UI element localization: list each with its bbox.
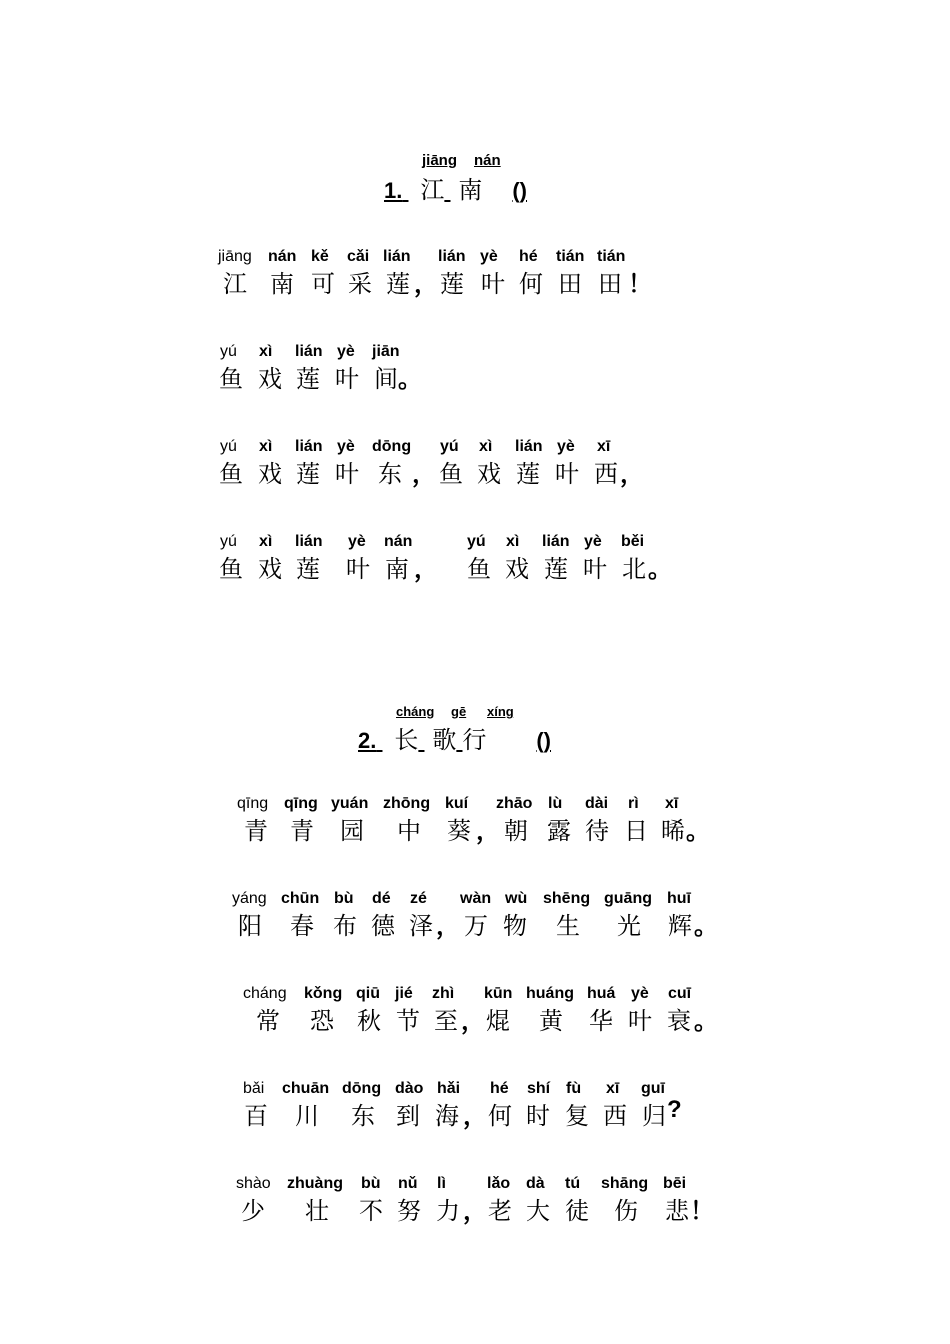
punct: 。 [694,913,718,940]
title-pinyin: xíng [487,704,514,719]
pinyin: chūn [281,890,320,907]
title-char: 歌 [432,726,457,754]
pinyin: xī [665,795,679,812]
char: 衰 [667,1007,691,1035]
pinyin: lián [438,248,466,265]
title-pinyin: jiāng [422,152,458,169]
poem-number: 1. [384,178,403,203]
punct: 。 [694,1008,718,1035]
pinyin: jié [395,985,413,1002]
pinyin: lián [515,438,543,455]
char: 采 [348,270,372,298]
pinyin: yuán [331,795,369,812]
char: 物 [503,912,527,940]
char: 露 [547,817,571,845]
pinyin: yè [348,533,366,550]
poem2-title [358,704,608,754]
char: 阳 [238,912,262,940]
char: 园 [340,817,364,845]
pinyin: lián [295,438,323,455]
punct: ， [412,461,436,488]
char: 待 [585,817,609,845]
pinyin: rì [628,795,639,812]
char: 朝 [504,817,528,845]
pinyin: yè [557,438,575,455]
pinyin: yè [337,343,355,360]
char: 复 [565,1102,589,1130]
pinyin: qīng [237,795,269,812]
punct: ！ [628,271,652,298]
pinyin: qīng [284,795,318,812]
pinyin: shēng [543,890,591,907]
punct: ， [620,461,644,488]
char: 春 [290,912,314,940]
char: 鱼 [219,460,243,488]
pinyin: cǎi [347,248,370,265]
pinyin: kě [311,248,329,265]
char: 叶 [346,555,370,583]
pinyin: lián [295,343,323,360]
char: 南 [270,270,294,298]
pinyin: xì [259,438,273,455]
title-blank: () [512,178,528,203]
pinyin: guī [641,1080,665,1097]
char: 生 [556,912,580,940]
pinyin: jiāng [218,248,252,265]
char: 至 [434,1007,458,1035]
pinyin: xì [259,533,273,550]
char: 万 [464,912,488,940]
pinyin: dé [372,890,391,907]
char: 戏 [258,365,282,393]
char: 少 [241,1197,265,1225]
char: 田 [598,270,622,298]
title-char: 长 [394,726,419,754]
title-pinyin: gē [451,704,467,719]
char: 叶 [583,555,607,583]
char: 鱼 [467,555,491,583]
punct: ， [461,1008,485,1035]
char: 川 [295,1102,319,1130]
title-char: 江 [420,176,445,204]
char: 常 [256,1007,280,1035]
pinyin: hé [519,248,538,265]
char: 归 [642,1102,666,1130]
char: 鱼 [439,460,463,488]
char: 莲 [440,270,464,298]
pinyin: hé [490,1080,509,1097]
pinyin: dào [395,1080,424,1097]
char: 莲 [516,460,540,488]
poem-number: 2. [358,728,377,753]
pinyin: dōng [342,1080,382,1097]
pinyin: yú [220,533,237,550]
pinyin: qiū [356,985,380,1002]
char: 泽 [409,912,433,940]
char: 秋 [357,1007,381,1035]
pinyin: guāng [604,890,652,907]
pinyin: yè [584,533,602,550]
punct: ， [463,1198,487,1225]
char: 伤 [614,1197,638,1225]
char: 叶 [335,460,359,488]
pinyin: cuī [668,985,692,1002]
pinyin: wàn [460,890,492,907]
pinyin: bù [361,1175,381,1192]
pinyin: yú [220,438,237,455]
title-char: 行 [462,726,487,754]
pinyin: jiān [372,343,400,360]
pinyin: zhuàng [287,1175,343,1192]
pinyin: xì [259,343,273,360]
char: 青 [244,817,268,845]
pinyin: xī [606,1080,620,1097]
pinyin: chuān [282,1080,330,1097]
char: 光 [617,912,641,940]
pinyin: bēi [663,1175,687,1192]
char: 莲 [296,555,320,583]
char: 东 [378,460,402,488]
char: 不 [359,1197,383,1225]
punct: ， [414,556,438,583]
pinyin: běi [621,533,645,550]
char: 老 [488,1197,512,1225]
char: 壮 [305,1197,329,1225]
char: 戏 [258,555,282,583]
pinyin: tián [556,248,585,265]
punct: ， [414,271,438,298]
char: 德 [371,912,395,940]
pinyin: hǎi [437,1080,461,1097]
char: 戏 [477,460,501,488]
pinyin: zhì [432,985,455,1002]
char: 南 [385,555,409,583]
pinyin: bǎi [243,1080,265,1097]
char: 可 [311,270,335,298]
pinyin: yè [631,985,649,1002]
char: 莲 [386,270,410,298]
pinyin: fù [566,1080,582,1097]
pinyin: xì [479,438,493,455]
punct: ！ [690,1198,714,1225]
punct: 。 [398,366,422,393]
pinyin: nǔ [398,1175,418,1192]
char: 叶 [481,270,505,298]
pinyin: nán [384,533,413,550]
char: 鱼 [219,365,243,393]
pinyin: zhāo [496,795,533,812]
pinyin: lù [548,795,563,812]
pinyin: huá [587,985,616,1002]
pinyin: shāng [601,1175,649,1192]
pinyin: dà [526,1175,545,1192]
pinyin: lián [383,248,411,265]
char: 黄 [539,1007,563,1035]
char: 叶 [555,460,579,488]
pinyin: lǎo [487,1175,511,1192]
char: 戏 [505,555,529,583]
char: 布 [333,912,357,940]
char: 徒 [565,1197,589,1225]
pinyin: shí [527,1080,551,1097]
punct: 。 [686,818,710,845]
char: 到 [396,1102,420,1130]
char: 大 [526,1197,550,1225]
char: 叶 [628,1007,652,1035]
pinyin: lián [542,533,570,550]
char: 西 [603,1102,627,1130]
char: 力 [436,1197,460,1225]
char: 莲 [296,460,320,488]
pinyin: yú [467,533,486,550]
char: 海 [435,1102,459,1130]
char: 北 [622,555,646,583]
char: 努 [397,1197,421,1225]
char: 青 [290,817,314,845]
char: 何 [519,270,543,298]
pinyin: huī [667,890,691,907]
title-char: 南 [458,176,483,204]
pinyin: xī [597,438,611,455]
pinyin: yè [337,438,355,455]
pinyin: nán [268,248,297,265]
pinyin: zé [410,890,427,907]
char: 何 [488,1102,512,1130]
char: 焜 [486,1007,510,1035]
punct: ? [667,1096,682,1123]
char: 恐 [310,1007,334,1035]
punct: ， [436,913,460,940]
pinyin: huáng [526,985,574,1002]
char: 叶 [335,365,359,393]
poem1-title [384,152,584,202]
char: 鱼 [219,555,243,583]
pinyin: zhōng [383,795,431,812]
pinyin: lián [295,533,323,550]
char: 戏 [258,460,282,488]
char: 西 [594,460,618,488]
char: 日 [624,817,648,845]
char: 江 [223,270,247,298]
char: 东 [351,1102,375,1130]
char: 悲 [665,1197,689,1225]
pinyin: shào [236,1175,271,1192]
pinyin: yú [440,438,459,455]
punct: ， [476,818,500,845]
pinyin: dài [585,795,609,812]
punct: ， [463,1103,487,1130]
char: 莲 [296,365,320,393]
char: 中 [397,817,421,845]
pinyin: lì [437,1175,446,1192]
char: 辉 [668,912,692,940]
title-pinyin: nán [474,152,501,169]
title-pinyin: cháng [396,704,435,719]
char: 葵 [447,817,471,845]
punct: 。 [648,556,672,583]
pinyin: yáng [232,890,267,907]
pinyin: kǒng [304,985,343,1002]
pinyin: yè [480,248,498,265]
pinyin: bù [334,890,354,907]
char: 华 [589,1007,613,1035]
title-blank: () [536,728,552,753]
char: 莲 [544,555,568,583]
pinyin: kuí [445,795,469,812]
pinyin: dōng [372,438,412,455]
pinyin: yú [220,343,237,360]
char: 百 [244,1102,268,1130]
char: 间 [374,365,398,393]
pinyin: wù [505,890,528,907]
pinyin: tián [597,248,626,265]
pinyin: xì [506,533,520,550]
pinyin: tú [565,1175,581,1192]
pinyin: cháng [243,985,287,1002]
char: 节 [396,1007,420,1035]
char: 晞 [661,817,685,845]
pinyin: kūn [484,985,513,1002]
char: 时 [526,1102,550,1130]
char: 田 [558,270,582,298]
